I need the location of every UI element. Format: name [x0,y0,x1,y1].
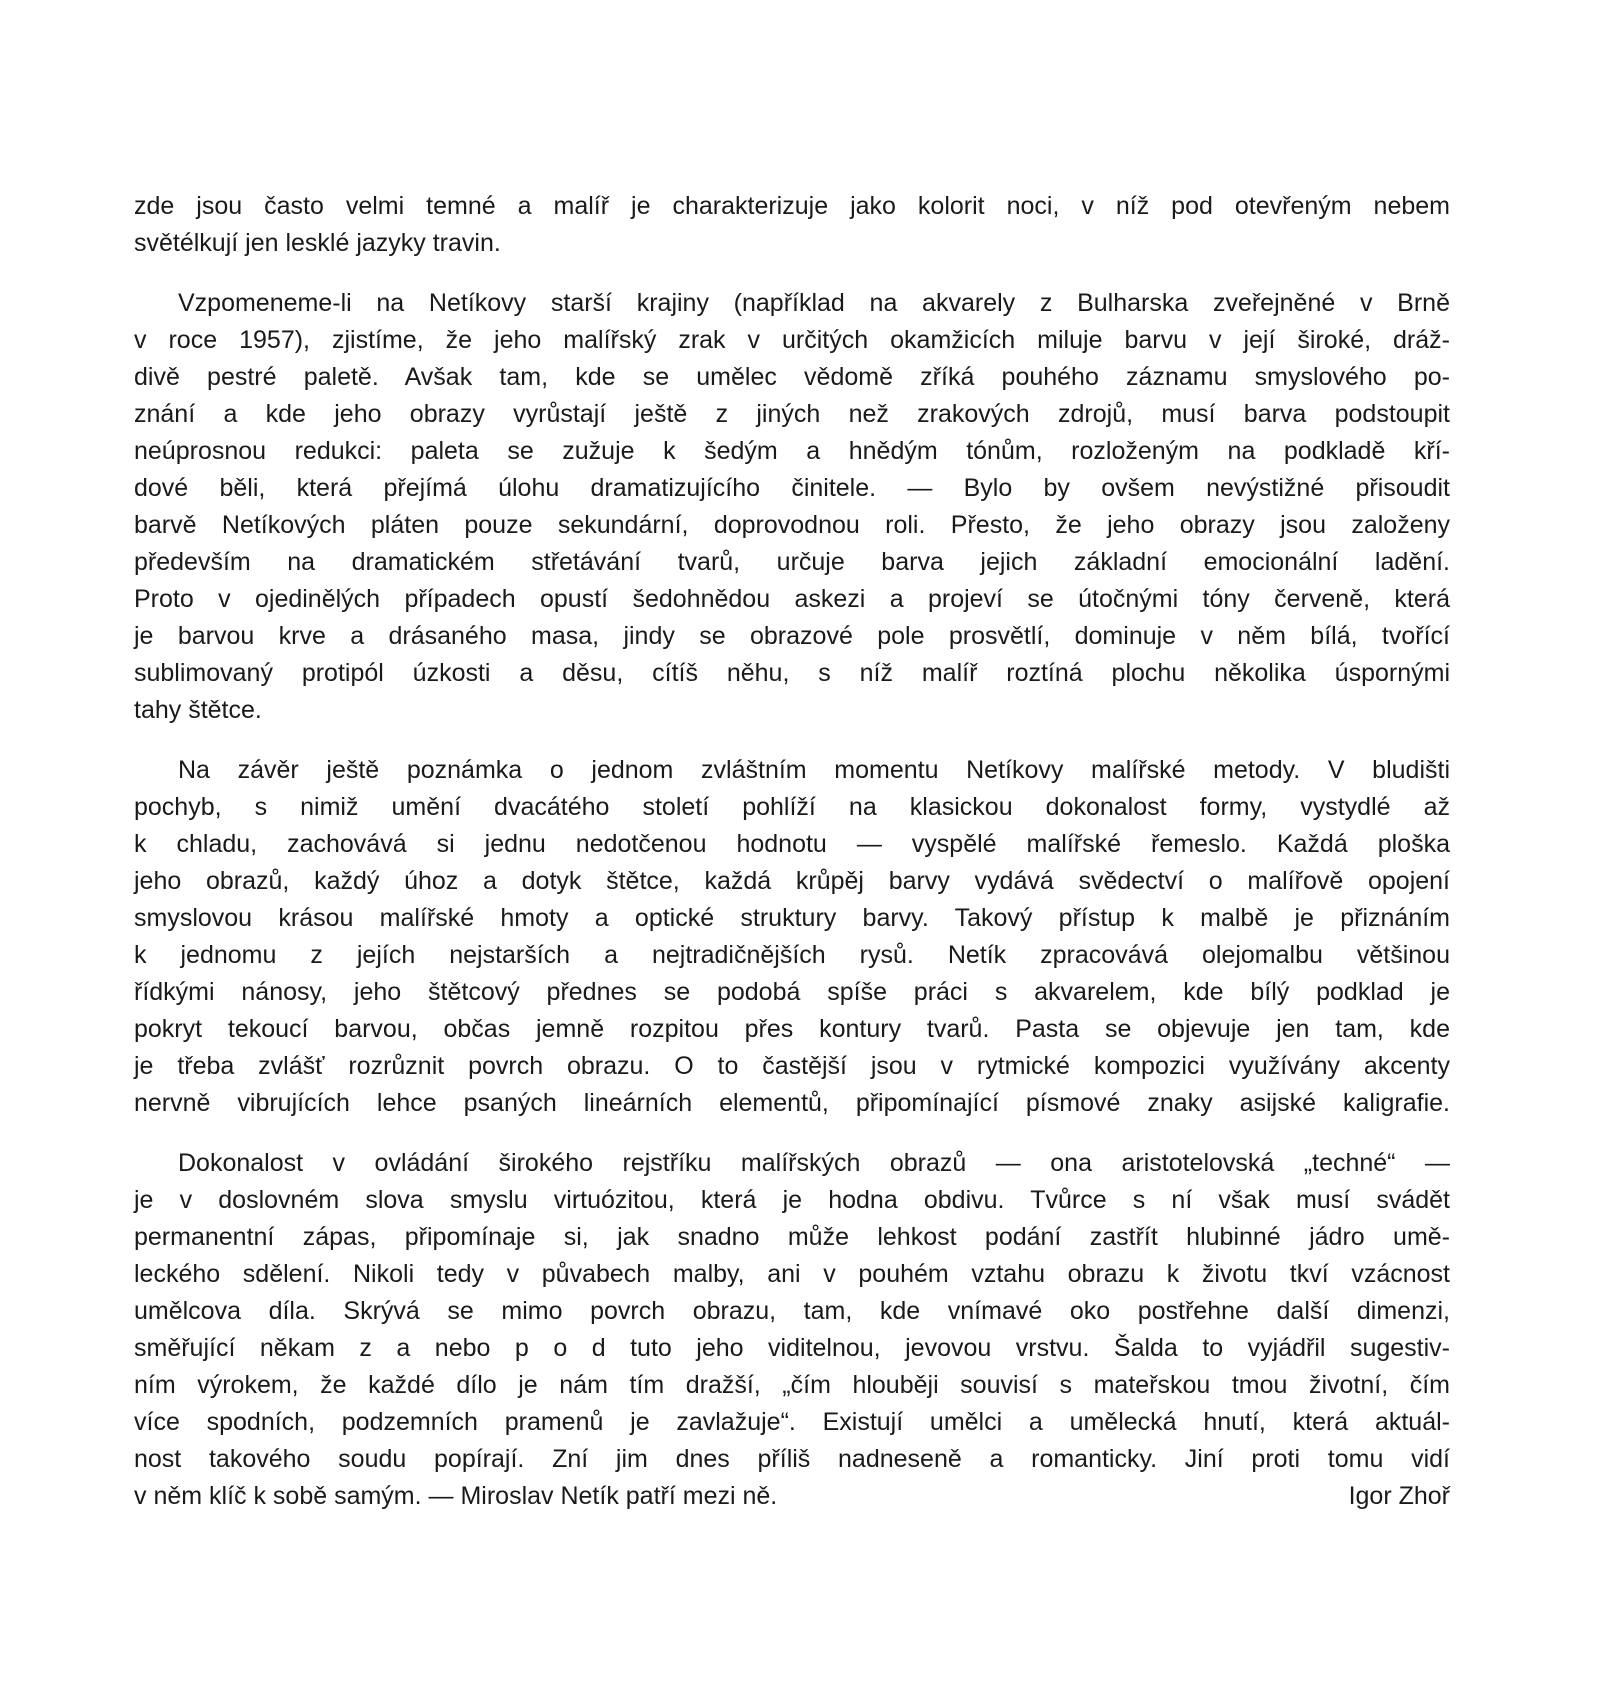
paragraph-2 [134,285,1450,729]
text-line: tahy štětce. [134,696,262,724]
document-page [134,188,1450,1538]
text-line: Na závěr ještě poznámka o jednom zvláštním momentu Netíkovy malířské metody. V bludišti [178,756,1450,784]
text-line: k chladu, zachovává si jednu nedotčenou hodnotu — vyspělé malířské řemeslo. Každá ploška [134,830,1450,858]
text-line: umělcova díla. Skrývá se mimo povrch obrazu, tam, kde vnímavé oko postřehne další dimenzi, [134,1297,1450,1325]
paragraph-1 [134,188,1450,262]
text-line: je barvou krve a drásaného masa, jindy se obrazové pole prosvětlí, dominuje v něm bílá, tvořící [134,622,1450,650]
text-line: Dokonalost v ovládání širokého rejstříku malířských obrazů — ona aristotelovská „techné“ — [178,1149,1450,1177]
text-line: neúprosnou redukci: paleta se zužuje k šedým a hnědým tónům, rozloženým na podkladě kří- [134,437,1450,465]
text-line: nost takového soudu popírají. Zní jim dnes příliš nadneseně a romanticky. Jiní proti tomu vidí [134,1445,1450,1473]
text-line: je třeba zvlášť rozrůznit povrch obrazu. O to častější jsou v rytmické kompozici využívány akcenty [134,1052,1450,1080]
paragraph-4 [134,1145,1450,1515]
text-line: znání a kde jeho obrazy vyrůstají ještě z jiných než zrakových zdrojů, musí barva podstoupit [134,400,1450,428]
text-line: v roce 1957), zjistíme, že jeho malířský zrak v určitých okamžicích miluje barvu v její široké, dráž- [134,326,1450,354]
text-line: barvě Netíkových pláten pouze sekundární, doprovodnou roli. Přesto, že jeho obrazy jsou založeny [134,511,1450,539]
text-line: k jednomu z jejích nejstarších a nejtradičnějších rysů. Netík zpracovává olejomalbu většinou [134,941,1450,969]
text-line: je v doslovném slova smyslu virtuózitou, která je hodna obdivu. Tvůrce s ní však musí svádět [134,1186,1450,1214]
text-line: více spodních, podzemních pramenů je zavlažuje“. Existují umělci a umělecká hnutí, která aktuál- [134,1408,1450,1436]
text-line: jeho obrazů, každý úhoz a dotyk štětce, každá krůpěj barvy vydává svědectví o malířově opojení [134,867,1450,895]
text-line: především na dramatickém střetávání tvarů, určuje barva jejich základní emocionální ladění. [134,548,1450,576]
text-line: směřující někam z a nebo p o d tuto jeho viditelnou, jevovou vrstvu. Šalda to vyjádřil sugestiv- [134,1334,1450,1362]
text-line: světélkují jen lesklé jazyky travin. [134,229,501,257]
text-line: zde jsou často velmi temné a malíř je charakterizuje jako kolorit noci, v níž pod otevřeným nebem [134,192,1450,220]
text-line: dové běli, která přejímá úlohu dramatizujícího činitele. — Bylo by ovšem nevýstižné přisoudit [134,474,1450,502]
text-line: divě pestré paletě. Avšak tam, kde se umělec vědomě zříká pouhého záznamu smyslového po- [134,363,1450,391]
text-line: leckého sdělení. Nikoli tedy v půvabech malby, ani v pouhém vztahu obrazu k životu tkví vzácnost [134,1260,1450,1288]
text-line: pochyb, s nimiž umění dvacátého století pohlíží na klasickou dokonalost formy, vystydlé až [134,793,1450,821]
text-line: pokryt tekoucí barvou, občas jemně rozpitou přes kontury tvarů. Pasta se objevuje jen tam, kde [134,1015,1450,1043]
author-signature: Igor Zhoř [1348,1482,1450,1510]
text-line: smyslovou krásou malířské hmoty a optické struktury barvy. Takový přístup k malbě je přiznáním [134,904,1450,932]
text-line: řídkými nánosy, jeho štětcový přednes se podobá spíše práci s akvarelem, kde bílý podklad je [134,978,1450,1006]
text-line: nervně vibrujících lehce psaných lineárních elementů, připomínající písmové znaky asijské kaligrafie. [134,1089,1450,1117]
text-line: v něm klíč k sobě samým. — Miroslav Netík patří mezi ně. [134,1482,778,1510]
text-line: sublimovaný protipól úzkosti a děsu, cítíš něhu, s níž malíř roztíná plochu několika úspornými [134,659,1450,687]
text-line: permanentní zápas, připomínaje si, jak snadno může lehkost podání zastřít hlubinné jádro umě- [134,1223,1450,1251]
text-line-with-signature [134,1478,1450,1515]
paragraph-3 [134,752,1450,1122]
text-line: Proto v ojedinělých případech opustí šedohnědou askezi a projeví se útočnými tóny červeně, která [134,585,1450,613]
text-line: ním výrokem, že každé dílo je nám tím dražší, „čím hlouběji souvisí s mateřskou tmou životní, čím [134,1371,1450,1399]
text-line: Vzpomeneme-li na Netíkovy starší krajiny (například na akvarely z Bulharska zveřejněné v Brně [178,289,1450,317]
